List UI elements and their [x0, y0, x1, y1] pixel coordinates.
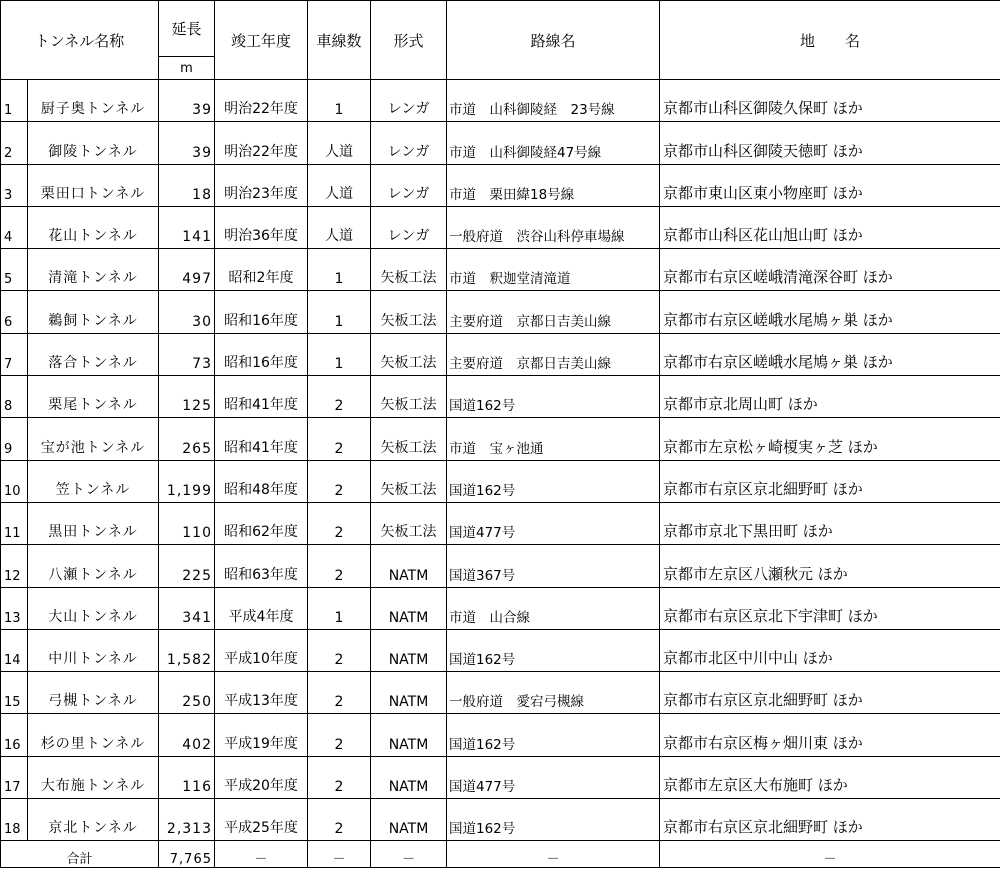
place-name: 京都市右京区京北下宇津町 ほか — [660, 587, 1000, 629]
lane-count: 1 — [308, 587, 371, 629]
completion-year: 平成19年度 — [215, 714, 308, 756]
tunnel-name: 大山トンネル — [28, 587, 159, 629]
lane-count: 2 — [308, 629, 371, 671]
place-name: 京都市右京区梅ヶ畑川東 ほか — [660, 714, 1000, 756]
completion-year: 平成25年度 — [215, 799, 308, 841]
header-length-unit: m — [159, 57, 215, 80]
table-row — [1, 291, 1000, 333]
completion-year: 昭和2年度 — [215, 249, 308, 291]
place-name: 京都市左京区八瀬秋元 ほか — [660, 545, 1000, 587]
row-number: 16 — [1, 714, 28, 756]
completion-year: 昭和41年度 — [215, 376, 308, 418]
tunnel-name: 花山トンネル — [28, 206, 159, 248]
tunnel-length: 1,199 — [159, 460, 215, 502]
tunnel-name: 京北トンネル — [28, 799, 159, 841]
row-number: 12 — [1, 545, 28, 587]
route-name: 一般府道 愛宕弓槻線 — [447, 672, 660, 714]
route-name: 市道 山合線 — [447, 587, 660, 629]
table-row — [1, 545, 1000, 587]
table-row — [1, 80, 1000, 122]
tunnel-name: 弓槻トンネル — [28, 672, 159, 714]
tunnel-name: 中川トンネル — [28, 629, 159, 671]
tunnel-length: 497 — [159, 249, 215, 291]
lane-count: 人道 — [308, 206, 371, 248]
construction-type: 矢板工法 — [371, 291, 447, 333]
tunnel-name: 落合トンネル — [28, 333, 159, 375]
tunnel-length: 341 — [159, 587, 215, 629]
table-row — [1, 333, 1000, 375]
place-name: 京都市右京区嵯峨水尾鳩ヶ巣 ほか — [660, 333, 1000, 375]
construction-type: 矢板工法 — [371, 502, 447, 544]
row-number: 4 — [1, 206, 28, 248]
header-year: 竣工年度 — [215, 1, 308, 80]
tunnel-name: 御陵トンネル — [28, 122, 159, 164]
route-name: 国道162号 — [447, 629, 660, 671]
row-number: 18 — [1, 799, 28, 841]
tunnel-name: 八瀬トンネル — [28, 545, 159, 587]
construction-type: 矢板工法 — [371, 333, 447, 375]
table-row — [1, 714, 1000, 756]
row-number: 2 — [1, 122, 28, 164]
completion-year: 昭和63年度 — [215, 545, 308, 587]
place-name: 京都市右京区京北細野町 ほか — [660, 672, 1000, 714]
total-lanes: － — [308, 841, 371, 868]
lane-count: 2 — [308, 418, 371, 460]
row-number: 3 — [1, 164, 28, 206]
completion-year: 平成20年度 — [215, 756, 308, 798]
place-name: 京都市右京区京北細野町 ほか — [660, 460, 1000, 502]
tunnel-length: 30 — [159, 291, 215, 333]
tunnel-length: 73 — [159, 333, 215, 375]
construction-type: NATM — [371, 672, 447, 714]
place-name: 京都市山科区花山旭山町 ほか — [660, 206, 1000, 248]
tunnel-name: 笠トンネル — [28, 460, 159, 502]
route-name: 主要府道 京都日吉美山線 — [447, 333, 660, 375]
row-number: 5 — [1, 249, 28, 291]
construction-type: 矢板工法 — [371, 460, 447, 502]
tunnel-length: 1,582 — [159, 629, 215, 671]
row-number: 6 — [1, 291, 28, 333]
route-name: 国道162号 — [447, 714, 660, 756]
construction-type: 矢板工法 — [371, 249, 447, 291]
place-name: 京都市北区中川中山 ほか — [660, 629, 1000, 671]
tunnel-name: 栗尾トンネル — [28, 376, 159, 418]
completion-year: 昭和62年度 — [215, 502, 308, 544]
lane-count: 2 — [308, 460, 371, 502]
route-name: 市道 釈迦堂清滝道 — [447, 249, 660, 291]
construction-type: レンガ — [371, 164, 447, 206]
table-row — [1, 629, 1000, 671]
place-name: 京都市右京区京北細野町 ほか — [660, 799, 1000, 841]
completion-year: 昭和41年度 — [215, 418, 308, 460]
completion-year: 昭和48年度 — [215, 460, 308, 502]
lane-count: 2 — [308, 376, 371, 418]
lane-count: 1 — [308, 291, 371, 333]
table-row — [1, 502, 1000, 544]
tunnel-name: 清滝トンネル — [28, 249, 159, 291]
tunnel-length: 39 — [159, 122, 215, 164]
total-place: － — [660, 841, 1000, 868]
lane-count: 1 — [308, 333, 371, 375]
construction-type: レンガ — [371, 206, 447, 248]
row-number: 1 — [1, 80, 28, 122]
tunnel-length: 2,313 — [159, 799, 215, 841]
lane-count: 2 — [308, 672, 371, 714]
construction-type: NATM — [371, 714, 447, 756]
tunnel-length: 110 — [159, 502, 215, 544]
total-type: － — [371, 841, 447, 868]
table-row — [1, 418, 1000, 460]
lane-count: 人道 — [308, 122, 371, 164]
header-name: トンネル名称 — [1, 1, 159, 80]
table-row — [1, 376, 1000, 418]
route-name: 市道 山科御陵経 23号線 — [447, 80, 660, 122]
completion-year: 平成4年度 — [215, 587, 308, 629]
route-name: 国道162号 — [447, 460, 660, 502]
construction-type: レンガ — [371, 80, 447, 122]
lane-count: 2 — [308, 714, 371, 756]
header-place: 地 名 — [660, 1, 1000, 80]
place-name: 京都市左京区大布施町 ほか — [660, 756, 1000, 798]
total-route: － — [447, 841, 660, 868]
place-name: 京都市右京区嵯峨清滝深谷町 ほか — [660, 249, 1000, 291]
tunnel-name: 宝が池トンネル — [28, 418, 159, 460]
total-row — [1, 841, 1000, 868]
construction-type: NATM — [371, 587, 447, 629]
table-row — [1, 672, 1000, 714]
route-name: 国道477号 — [447, 756, 660, 798]
route-name: 国道162号 — [447, 376, 660, 418]
header-length: 延長 — [159, 1, 215, 57]
place-name: 京都市山科区御陵久保町 ほか — [660, 80, 1000, 122]
place-name: 京都市京北下黒田町 ほか — [660, 502, 1000, 544]
completion-year: 明治22年度 — [215, 122, 308, 164]
tunnel-length: 402 — [159, 714, 215, 756]
tunnel-name: 黒田トンネル — [28, 502, 159, 544]
tunnel-name: 大布施トンネル — [28, 756, 159, 798]
tunnel-length: 265 — [159, 418, 215, 460]
table-body — [1, 80, 1000, 841]
tunnel-length: 225 — [159, 545, 215, 587]
route-name: 一般府道 渋谷山科停車場線 — [447, 206, 660, 248]
tunnel-name: 鵜飼トンネル — [28, 291, 159, 333]
place-name: 京都市京北周山町 ほか — [660, 376, 1000, 418]
tunnel-name: 厨子奥トンネル — [28, 80, 159, 122]
tunnel-length: 250 — [159, 672, 215, 714]
place-name: 京都市右京区嵯峨水尾鳩ヶ巣 ほか — [660, 291, 1000, 333]
construction-type: NATM — [371, 799, 447, 841]
tunnel-name: 栗田口トンネル — [28, 164, 159, 206]
lane-count: 2 — [308, 799, 371, 841]
completion-year: 昭和16年度 — [215, 291, 308, 333]
lane-count: 2 — [308, 502, 371, 544]
row-number: 17 — [1, 756, 28, 798]
tunnel-length: 125 — [159, 376, 215, 418]
table-row — [1, 460, 1000, 502]
header-route: 路線名 — [447, 1, 660, 80]
place-name: 京都市東山区東小物座町 ほか — [660, 164, 1000, 206]
construction-type: 矢板工法 — [371, 418, 447, 460]
lane-count: 1 — [308, 249, 371, 291]
row-number: 13 — [1, 587, 28, 629]
header-type: 形式 — [371, 1, 447, 80]
route-name: 国道477号 — [447, 502, 660, 544]
tunnel-length: 116 — [159, 756, 215, 798]
table-row — [1, 799, 1000, 841]
row-number: 9 — [1, 418, 28, 460]
total-label: 合計 — [1, 841, 159, 868]
route-name: 国道162号 — [447, 799, 660, 841]
completion-year: 明治23年度 — [215, 164, 308, 206]
route-name: 市道 山科御陵経47号線 — [447, 122, 660, 164]
header-lanes: 車線数 — [308, 1, 371, 80]
lane-count: 1 — [308, 80, 371, 122]
tunnel-length: 141 — [159, 206, 215, 248]
total-year: － — [215, 841, 308, 868]
lane-count: 2 — [308, 545, 371, 587]
total-length: 7,765 — [159, 841, 215, 868]
lane-count: 人道 — [308, 164, 371, 206]
completion-year: 平成13年度 — [215, 672, 308, 714]
row-number: 8 — [1, 376, 28, 418]
construction-type: レンガ — [371, 122, 447, 164]
construction-type: NATM — [371, 756, 447, 798]
tunnel-length: 18 — [159, 164, 215, 206]
place-name: 京都市左京松ヶ崎榎実ヶ芝 ほか — [660, 418, 1000, 460]
row-number: 15 — [1, 672, 28, 714]
route-name: 主要府道 京都日吉美山線 — [447, 291, 660, 333]
place-name: 京都市山科区御陵天徳町 ほか — [660, 122, 1000, 164]
construction-type: NATM — [371, 545, 447, 587]
route-name: 国道367号 — [447, 545, 660, 587]
tunnel-length: 39 — [159, 80, 215, 122]
lane-count: 2 — [308, 756, 371, 798]
completion-year: 平成10年度 — [215, 629, 308, 671]
table-row — [1, 122, 1000, 164]
tunnel-name: 杉の里トンネル — [28, 714, 159, 756]
table-row — [1, 164, 1000, 206]
construction-type: NATM — [371, 629, 447, 671]
table-row — [1, 206, 1000, 248]
route-name: 市道 宝ヶ池通 — [447, 418, 660, 460]
construction-type: 矢板工法 — [371, 376, 447, 418]
row-number: 11 — [1, 502, 28, 544]
row-number: 7 — [1, 333, 28, 375]
completion-year: 明治22年度 — [215, 80, 308, 122]
route-name: 市道 栗田緯18号線 — [447, 164, 660, 206]
row-number: 10 — [1, 460, 28, 502]
table-row — [1, 756, 1000, 798]
row-number: 14 — [1, 629, 28, 671]
table-row — [1, 249, 1000, 291]
table-row — [1, 587, 1000, 629]
completion-year: 明治36年度 — [215, 206, 308, 248]
completion-year: 昭和16年度 — [215, 333, 308, 375]
